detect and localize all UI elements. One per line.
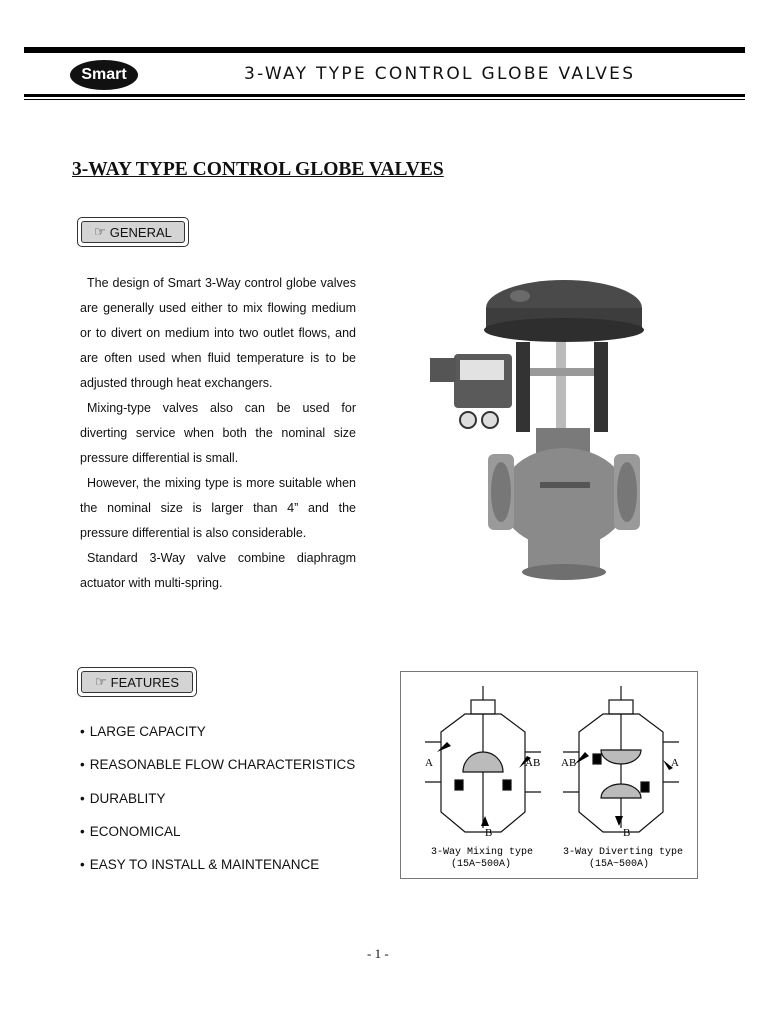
- list-item: • EASY TO INSTALL & MAINTENANCE: [80, 855, 355, 888]
- features-list: [80, 722, 355, 888]
- mixing-type-drawing: [425, 686, 541, 832]
- mixing-port-b: B: [485, 827, 493, 839]
- diverting-port-b: B: [623, 827, 631, 839]
- valve-type-diagram: [400, 671, 698, 879]
- features-label: FEATURES: [110, 674, 180, 690]
- mixing-caption-1: 3-Way Mixing type: [431, 847, 534, 858]
- pointing-hand-icon: ☞: [94, 224, 106, 239]
- pointing-hand-icon: ☞: [94, 674, 107, 689]
- diverting-caption-2: (15A~500A): [589, 859, 650, 870]
- diverting-caption-1: 3-Way Diverting type: [563, 847, 684, 858]
- document-title: 3-WAY TYPE CONTROL GLOBE VALVES: [72, 159, 444, 180]
- valve-photo: [400, 258, 700, 608]
- diverting-port-ab: AB: [561, 757, 577, 769]
- header-rule-top: [24, 47, 745, 53]
- paragraph: Standard 3-Way valve combine diaphragm actuator with multi-spring.: [80, 551, 356, 590]
- paragraph: The design of Smart 3-Way control globe valves are generally used either to mix flowing medium or to divert on medium into two outlet flows, and are often used when fluid temperature is to be adjusted through heat exchangers.: [80, 276, 356, 390]
- mixing-caption-2: (15A~500A): [451, 859, 512, 870]
- list-item: • LARGE CAPACITY: [80, 722, 355, 755]
- general-section-tag: [77, 217, 189, 247]
- general-label: GENERAL: [109, 224, 172, 240]
- page-number: - 1 -: [367, 946, 389, 961]
- list-item: • ECONOMICAL: [80, 822, 355, 855]
- mixing-port-a: A: [425, 757, 433, 769]
- list-item: • DURABLITY: [80, 789, 355, 822]
- features-section-tag: [77, 667, 197, 697]
- header-rule-bottom-thin: [24, 99, 745, 100]
- list-item: • REASONABLE FLOW CHARACTERISTICS: [80, 755, 355, 788]
- header-rule-bottom: [24, 94, 745, 97]
- mixing-port-ab: AB: [525, 757, 541, 769]
- general-description: [80, 271, 356, 596]
- paragraph: However, the mixing type is more suitable when the nominal size is larger than 4” and the pressure differential is also considerable.: [80, 476, 356, 540]
- diverting-port-a: A: [671, 757, 679, 769]
- smart-logo: Smart: [70, 60, 138, 90]
- paragraph: Mixing-type valves also can be used for diverting service when both the nominal size pressure differential is small.: [80, 401, 356, 465]
- header-title: 3-WAY TYPE CONTROL GLOBE VALVES: [244, 64, 636, 84]
